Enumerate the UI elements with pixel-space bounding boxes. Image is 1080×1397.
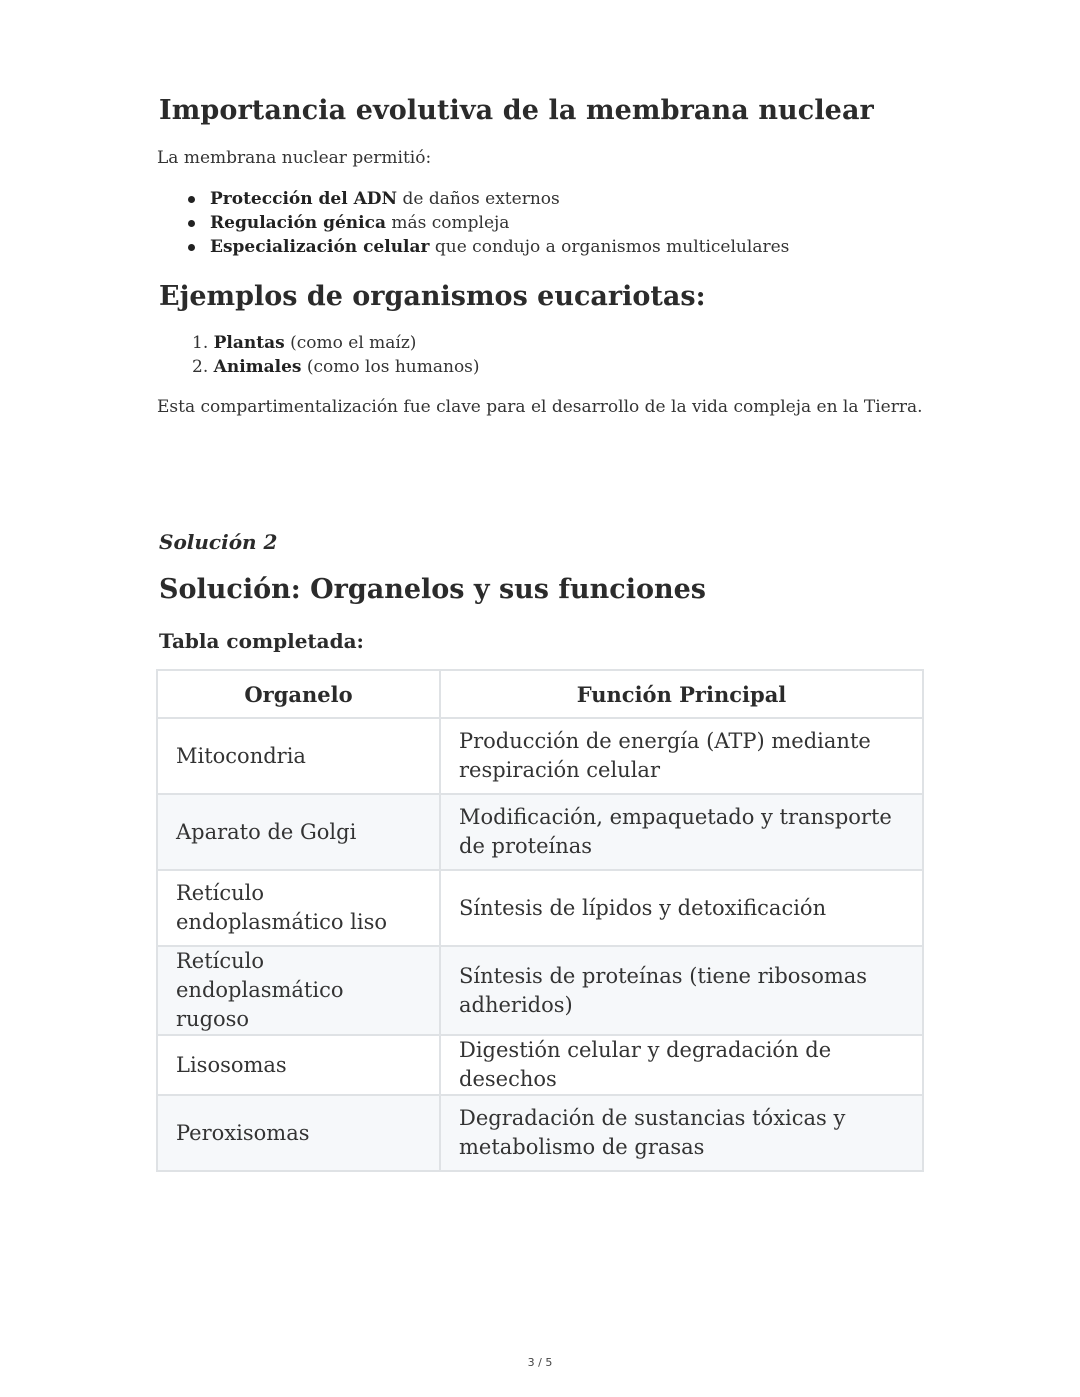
list-item: Regulación génica más compleja	[186, 211, 789, 235]
header-funcion: Función Principal	[440, 670, 923, 718]
list-item: 2. Animales (como los humanos)	[192, 357, 480, 377]
examples-list	[192, 331, 480, 379]
function-cell: Síntesis de lípidos y detoxificación	[440, 870, 923, 946]
function-cell: Digestión celular y degradación de desechos	[440, 1035, 923, 1095]
page-number: 3 / 5	[527, 1356, 553, 1369]
list-item: Especialización celular que condujo a organismos multicelulares	[186, 235, 789, 259]
table-row	[157, 1035, 923, 1095]
table-row	[157, 946, 923, 1035]
organelle-cell: Retículo endoplasmático liso	[157, 870, 440, 946]
function-cell: Síntesis de proteínas (tiene ribosomas adheridos)	[440, 946, 923, 1035]
organelle-cell: Peroxisomas	[157, 1095, 440, 1171]
header-organelo: Organelo	[157, 670, 440, 718]
function-cell: Modificación, empaquetado y transporte de proteínas	[440, 794, 923, 870]
organelle-cell: Retículo endoplasmático rugoso	[157, 946, 440, 1035]
section-title-importancia: Importancia evolutiva de la membrana nuclear	[159, 95, 874, 126]
list-item: Protección del ADN de daños externos	[186, 187, 789, 211]
function-cell: Degradación de sustancias tóxicas y metabolismo de grasas	[440, 1095, 923, 1171]
table-header-row	[157, 670, 923, 718]
table-row	[157, 1095, 923, 1171]
list-item: 1. Plantas (como el maíz)	[192, 333, 417, 353]
solution-title: Solución: Organelos y sus funciones	[159, 574, 707, 605]
section-title-ejemplos: Ejemplos de organismos eucariotas:	[159, 281, 706, 312]
intro-paragraph: La membrana nuclear permitió:	[157, 148, 432, 168]
solution-label: Solución 2	[159, 530, 278, 554]
table-row	[157, 794, 923, 870]
organelles-table	[156, 669, 924, 1172]
table-row	[157, 718, 923, 794]
table-label: Tabla completada:	[159, 629, 364, 653]
function-cell: Producción de energía (ATP) mediante respiración celular	[440, 718, 923, 794]
organelle-cell: Mitocondria	[157, 718, 440, 794]
table-row	[157, 870, 923, 946]
organelle-cell: Lisosomas	[157, 1035, 440, 1095]
organelle-cell: Aparato de Golgi	[157, 794, 440, 870]
closing-paragraph: Esta compartimentalización fue clave para el desarrollo de la vida compleja en la Tierra.	[157, 397, 923, 417]
benefits-list	[186, 187, 789, 259]
